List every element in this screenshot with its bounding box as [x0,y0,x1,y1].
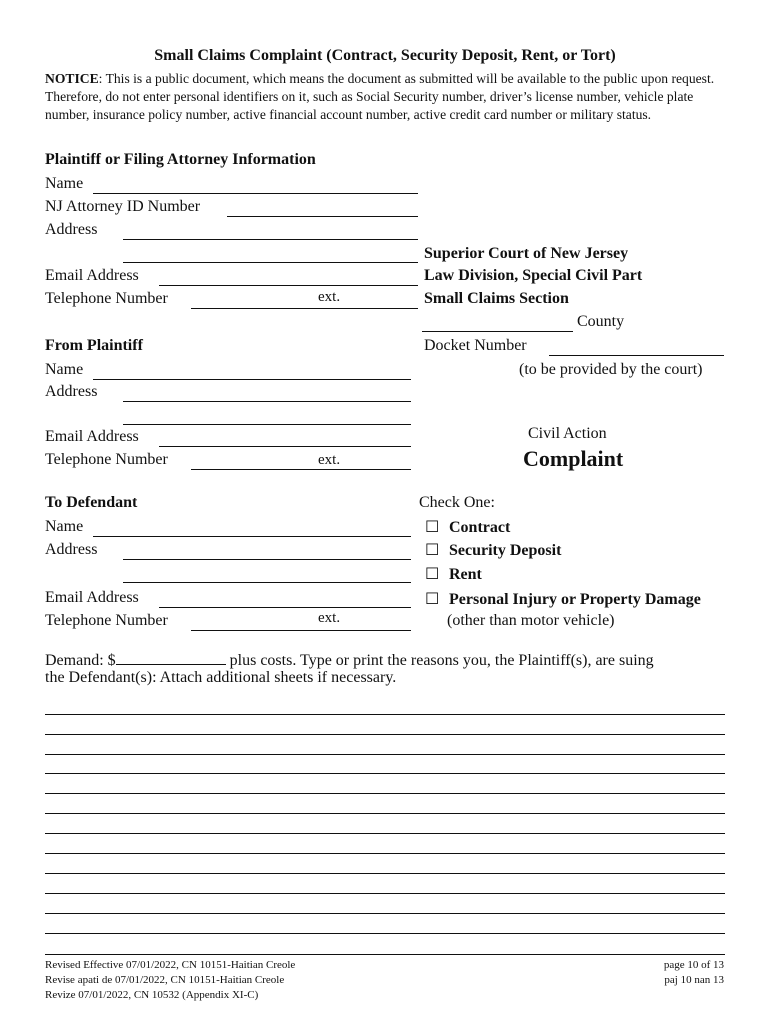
docket-number-label: Docket Number [424,337,527,354]
option-personal-injury[interactable] [425,589,701,609]
attorney-id-field[interactable] [229,198,417,216]
footer-revision-line-1: Revised Effective 07/01/2022, CN 10151-Haitian Creole [45,959,296,971]
option-security-deposit[interactable] [425,540,561,560]
footer-divider [45,954,725,955]
footer-page-number-ht: paj 10 nan 13 [664,974,724,986]
attorney-name-line [93,193,418,194]
defendant-address-field-1[interactable] [125,541,410,559]
defendant-address-line-1 [123,559,411,560]
reason-line[interactable] [45,933,725,934]
attorney-id-line [227,216,418,217]
plaintiff-address-field-2[interactable] [125,406,410,424]
plaintiff-address-line-2 [123,424,411,425]
attorney-address-field-2[interactable] [125,244,417,262]
demand-text-line-2: the Defendant(s): Attach additional sheets if necessary. [45,669,397,686]
attorney-name-field[interactable] [95,175,417,193]
footer-revision-line-2: Revise apati de 07/01/2022, CN 10151-Haitian Creole [45,974,285,986]
defendant-address-line-2 [123,582,411,583]
option-contract[interactable] [425,517,510,537]
checkbox-rent[interactable]: ☐ [425,564,440,583]
attorney-phone-label: Telephone Number [45,290,168,307]
county-line [422,331,573,332]
demand-amount-field[interactable] [126,649,232,667]
attorney-email-field[interactable] [161,267,417,285]
defendant-phone-field[interactable] [193,612,313,630]
plaintiff-attorney-heading: Plaintiff or Filing Attorney Information [45,151,316,168]
attorney-address-line-2 [123,262,418,263]
defendant-email-label: Email Address [45,589,139,606]
check-one-label: Check One: [419,494,495,511]
notice-paragraph [45,70,735,124]
plaintiff-phone-label: Telephone Number [45,451,168,468]
attorney-ext-field[interactable] [345,290,417,308]
defendant-ext-field[interactable] [345,612,410,630]
plaintiff-address-line-1 [123,401,411,402]
attorney-address-label: Address [45,221,98,238]
attorney-phone-line [191,308,418,309]
option-rent-label: Rent [449,566,482,583]
defendant-phone-line [191,630,411,631]
plaintiff-email-label: Email Address [45,428,139,445]
plaintiff-email-field[interactable] [161,428,410,446]
court-name: Superior Court of New Jersey [424,245,629,262]
from-plaintiff-heading: From Plaintiff [45,337,143,354]
reason-line[interactable] [45,873,725,874]
option-contract-label: Contract [449,519,511,536]
option-personal-injury-label: Personal Injury or Property Damage [449,591,701,608]
checkbox-security-deposit[interactable]: ☐ [425,540,440,559]
notice-label: NOTICE [45,71,99,86]
defendant-phone-label: Telephone Number [45,612,168,629]
attorney-name-label: Name [45,175,84,192]
personal-injury-note: (other than motor vehicle) [447,612,615,629]
reason-line[interactable] [45,714,725,715]
reason-line[interactable] [45,813,725,814]
county-label: County [577,313,625,330]
checkbox-contract[interactable]: ☐ [425,517,440,536]
plaintiff-ext-label: ext. [318,452,341,468]
plaintiff-address-label: Address [45,383,98,400]
defendant-email-line [159,607,411,608]
attorney-id-label: NJ Attorney ID Number [45,198,201,215]
plaintiff-address-field-1[interactable] [125,383,410,401]
defendant-name-label: Name [45,518,84,535]
attorney-address-field-1[interactable] [125,221,417,239]
attorney-ext-label: ext. [318,289,341,305]
plaintiff-name-label: Name [45,361,84,378]
form-title: Small Claims Complaint (Contract, Security Deposit, Rent, or Tort) [154,47,616,64]
defendant-address-label: Address [45,541,98,558]
reason-line[interactable] [45,754,725,755]
footer-page-number-en: page 10 of 13 [663,959,724,971]
defendant-name-field[interactable] [95,518,410,536]
reason-line[interactable] [45,734,725,735]
footer-revision [45,958,295,1003]
docket-number-note: (to be provided by the court) [519,361,703,378]
option-security-deposit-label: Security Deposit [449,542,562,559]
defendant-address-field-2[interactable] [125,564,410,582]
option-rent[interactable] [425,564,482,584]
defendant-email-field[interactable] [161,589,410,607]
demand-text: plus costs. Type or print the reasons you, the Plaintiff(s), are suing [225,652,654,669]
attorney-phone-field[interactable] [193,290,313,308]
demand-prefix: Demand: $ [45,652,116,669]
county-field[interactable] [424,313,572,331]
docket-number-line [549,355,724,356]
plaintiff-phone-field[interactable] [193,451,313,469]
civil-action-label: Civil Action [528,425,607,442]
plaintiff-email-line [159,446,411,447]
defendant-name-line [93,536,411,537]
reason-line[interactable] [45,773,725,774]
reason-line[interactable] [45,913,725,914]
defendant-ext-label: ext. [318,610,341,626]
footer-revision-line-3: Revize 07/01/2022, CN 10532 (Appendix XI-C) [45,989,259,1001]
attorney-email-line [159,285,418,286]
attorney-address-line-1 [123,239,418,240]
notice-text: : This is a public document, which means the document as submitted will be available to the public upon request. Therefore, do not enter personal identifiers on it, such as Social Security number, driver’s license number, vehicle plate number, insurance policy number, active financial account number, active credit card number or military status. [45,71,715,122]
plaintiff-name-field[interactable] [95,361,410,379]
footer-page-number [600,958,724,988]
reason-line[interactable] [45,833,725,834]
court-section: Small Claims Section [424,290,569,307]
complaint-heading: Complaint [523,446,624,471]
plaintiff-name-line [93,379,411,380]
attorney-email-label: Email Address [45,267,139,284]
reason-line[interactable] [45,793,725,794]
reason-line[interactable] [45,893,725,894]
plaintiff-ext-field[interactable] [345,451,410,469]
plaintiff-phone-line [191,469,411,470]
reason-line[interactable] [45,853,725,854]
to-defendant-heading: To Defendant [45,494,138,511]
court-division: Law Division, Special Civil Part [424,267,643,284]
checkbox-personal-injury[interactable]: ☐ [425,589,440,608]
